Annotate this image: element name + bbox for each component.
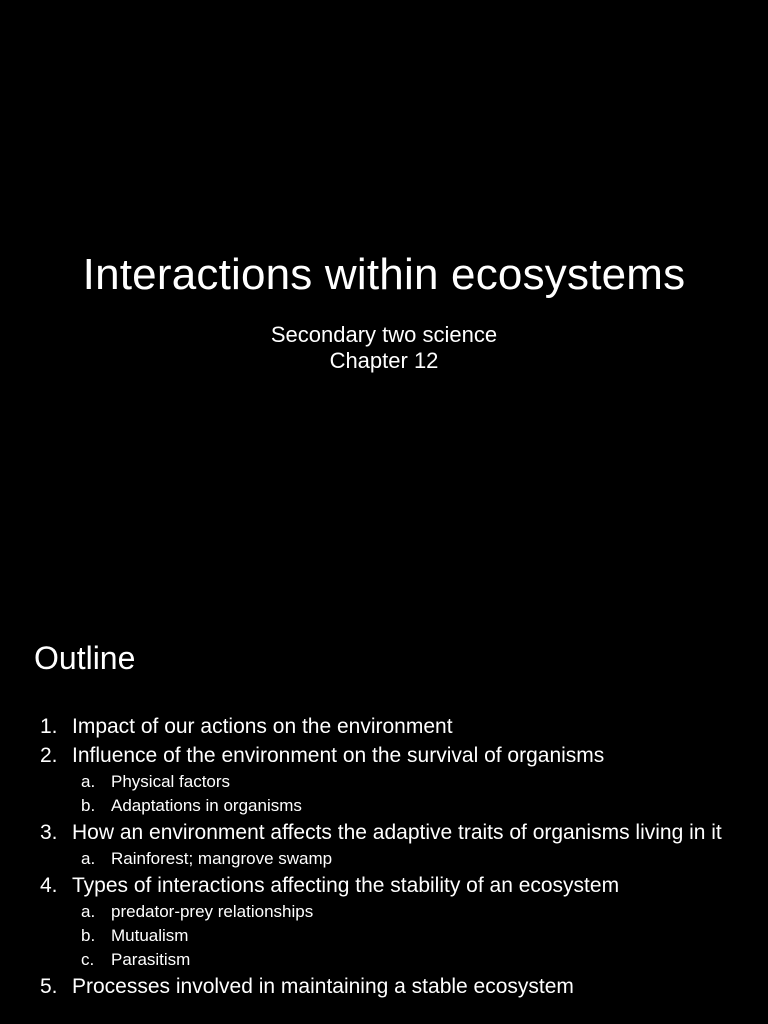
subtitle-course: Secondary two science (270, 322, 498, 347)
outline-subitems (0, 770, 768, 818)
outline-subitem (0, 770, 768, 794)
outline-subitems (0, 900, 768, 972)
slide-subtitle (0, 322, 768, 374)
outline-item (0, 818, 768, 847)
outline-subitem-letter: c. (81, 950, 95, 969)
outline-subitem-letter: b. (81, 796, 96, 815)
outline-slide (0, 576, 768, 1024)
outline-subitem-text: predator-prey relationships (111, 902, 314, 921)
outline-subitem (0, 924, 768, 948)
outline-subitem-letter: a. (81, 849, 96, 868)
outline-item (0, 712, 768, 741)
outline-item-number: 3. (40, 821, 58, 844)
subtitle-chapter: Chapter 12 (329, 348, 439, 373)
outline-subitem-text: Adaptations in organisms (111, 796, 302, 815)
sub-list (0, 900, 768, 972)
outline-subitem (0, 847, 768, 871)
sub-list (0, 847, 768, 871)
slide-title: Interactions within ecosystems (82, 250, 686, 299)
outline-subitem-text: Mutualism (111, 926, 189, 945)
outline-subitem-letter: a. (81, 902, 96, 921)
outline-item-number: 1. (40, 715, 58, 738)
outline-subitem-letter: b. (81, 926, 96, 945)
outline-item-text: Processes involved in maintaining a stable ecosystem (72, 975, 574, 998)
sub-list (0, 770, 768, 818)
outline-subitems (0, 847, 768, 871)
outline-subitem-text: Parasitism (111, 950, 191, 969)
outline-item (0, 871, 768, 900)
outline-list (0, 712, 768, 1001)
outline-item (0, 972, 768, 1001)
outline-item-text: How an environment affects the adaptive traits of organisms living in it (72, 821, 722, 844)
outline-heading: Outline (34, 640, 136, 676)
outline-item-text: Influence of the environment on the survival of organisms (72, 744, 605, 767)
outline-subitem-letter: a. (81, 772, 96, 791)
outline-item (0, 741, 768, 770)
outline-item-number: 5. (40, 975, 58, 998)
outline-item-text: Types of interactions affecting the stability of an ecosystem (72, 874, 620, 897)
outline-subitem (0, 794, 768, 818)
outline-subitem-text: Physical factors (111, 772, 231, 791)
outline-subitem-text: Rainforest; mangrove swamp (111, 849, 333, 868)
outline-item-number: 4. (40, 874, 58, 897)
outline-item-text: Impact of our actions on the environment (72, 715, 453, 738)
outline-subitem (0, 948, 768, 972)
outline-item-number: 2. (40, 744, 58, 767)
outline-subitem (0, 900, 768, 924)
